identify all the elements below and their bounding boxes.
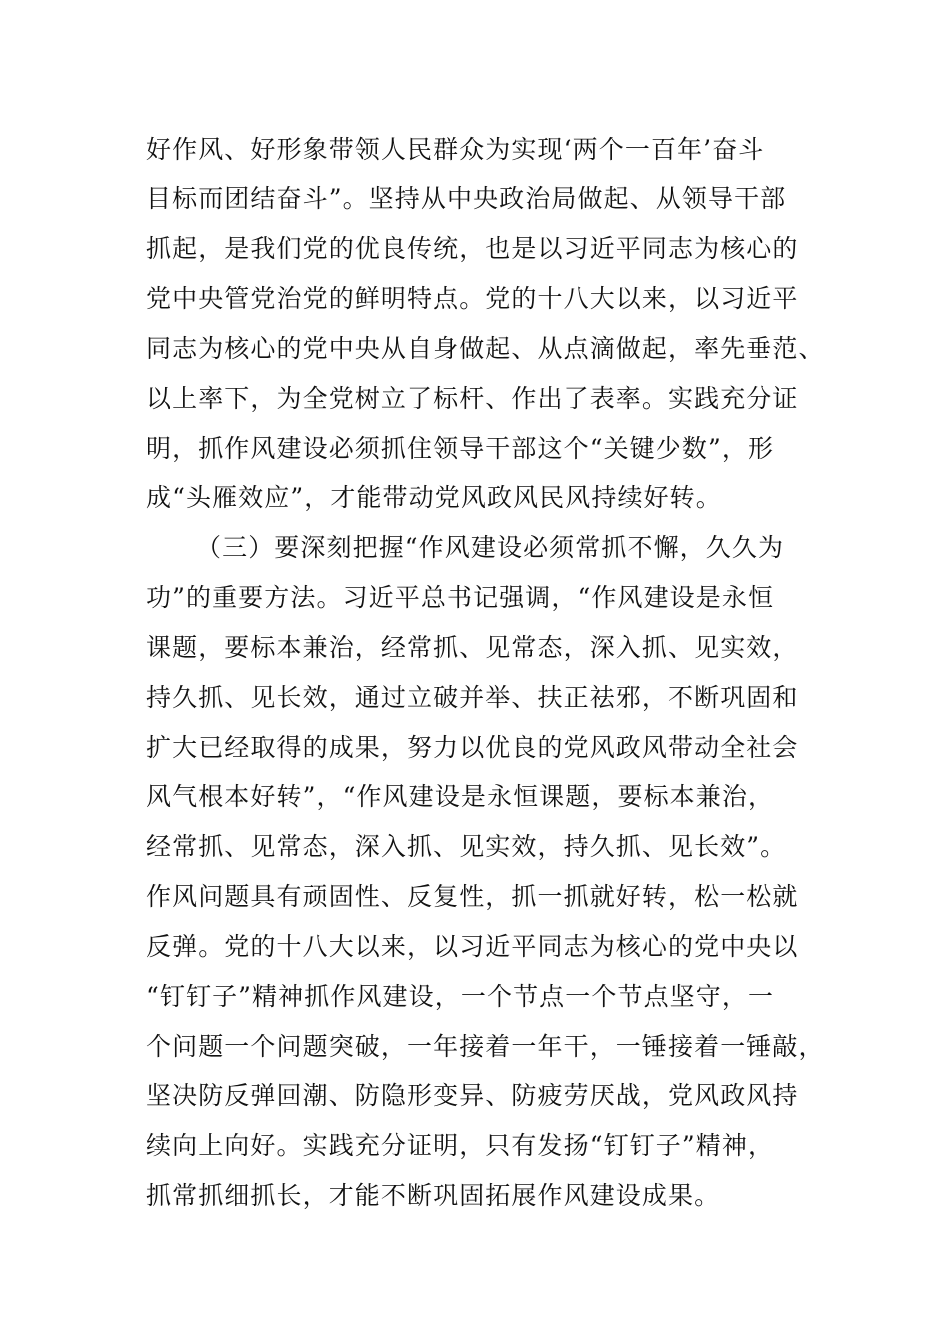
- text-line: 抓常抓细抓长，才能不断巩固拓展作风建设成果。: [146, 1181, 721, 1210]
- text-line: 课题，要标本兼治，经常抓、见常态，深入抓、见实效，: [146, 633, 799, 662]
- text-line: 成“头雁效应”，才能带动党风政风民风持续好转。: [146, 483, 722, 512]
- text-line: 坚决防反弹回潮、防隐形变异、防疲劳厌战，党风政风持: [146, 1081, 799, 1110]
- text-line: 个问题一个问题突破，一年接着一年干，一锤接着一锤敲，: [146, 1032, 825, 1061]
- text-line: 经常抓、见常态，深入抓、见实效，持久抓、见长效”。: [146, 832, 787, 861]
- text-line: 风气根本好转”，“作风建设是永恒课题，要标本兼治，: [146, 782, 775, 811]
- text-line: “钉钉子”精神抓作风建设，一个节点一个节点坚守，一: [146, 982, 775, 1011]
- text-line: 好作风、好形象带领人民群众为实现‘两个一百年’奋斗: [146, 135, 765, 164]
- text-line: 功”的重要方法。习近平总书记强调，“作风建设是永恒: [146, 583, 775, 612]
- text-line: 党中央管党治党的鲜明特点。党的十八大以来，以习近平: [146, 284, 799, 313]
- text-line: 抓起，是我们党的优良传统，也是以习近平同志为核心的: [146, 234, 799, 263]
- text-line: 续向上向好。实践充分证明，只有发扬“钉钉子”精神，: [146, 1131, 775, 1160]
- text-line: 作风问题具有顽固性、反复性，抓一抓就好转，松一松就: [146, 882, 799, 911]
- text-line: 明，抓作风建设必须抓住领导干部这个“关键少数”，形: [146, 434, 775, 463]
- text-line: 目标而团结奋斗”。坚持从中央政治局做起、从领导干部: [146, 184, 787, 213]
- section-heading: （三）要深刻把握“作风建设必须常抓不懈，久久为: [196, 533, 785, 562]
- text-line: 以上率下，为全党树立了标杆、作出了表率。实践充分证: [146, 384, 799, 413]
- text-line: 扩大已经取得的成果，努力以优良的党风政风带动全社会: [146, 733, 799, 762]
- text-line: 同志为核心的党中央从自身做起、从点滴做起，率先垂范、: [146, 334, 825, 363]
- text-line: 持久抓、见长效，通过立破并举、扶正祛邪，不断巩固和: [146, 683, 799, 712]
- text-line: 反弹。党的十八大以来，以习近平同志为核心的党中央以: [146, 932, 799, 961]
